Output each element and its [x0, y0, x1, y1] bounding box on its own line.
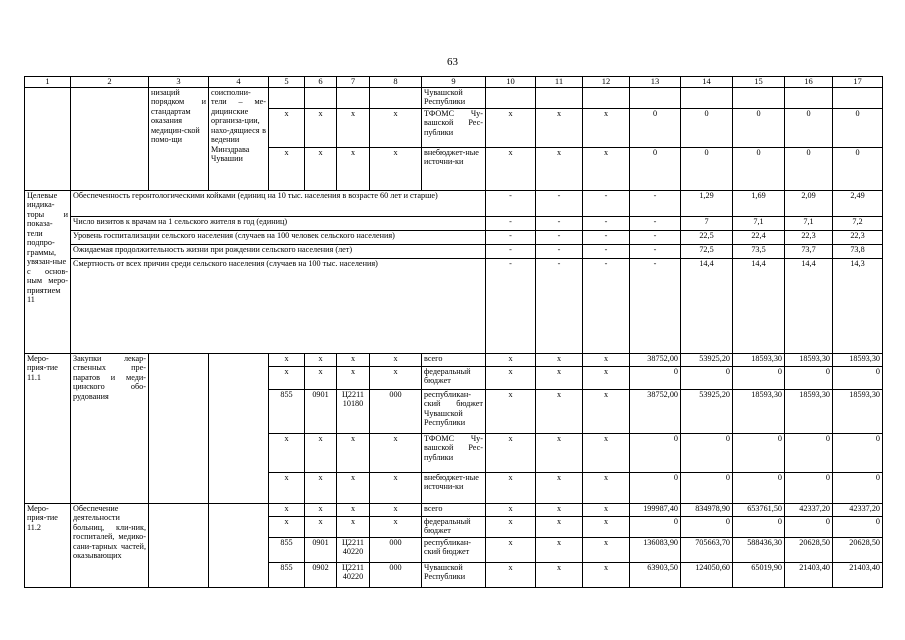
value-cell: 38752,00 [630, 389, 681, 433]
indicator-value: 22,4 [733, 230, 785, 244]
value-cell: 136083,90 [630, 537, 681, 562]
value-cell: 0 [785, 516, 833, 537]
value-cell [681, 87, 733, 108]
indicator-row [25, 244, 883, 258]
code-cell: 000 [370, 389, 422, 433]
source-cell: ТФОМС Чу-вашской Рес-публики [422, 108, 486, 147]
code-cell: Ц2211 40220 [337, 537, 370, 562]
empty-cell [209, 503, 269, 587]
value-cell: 53925,20 [681, 389, 733, 433]
code-cell: x [305, 147, 337, 190]
indicator-value: 7,1 [785, 216, 833, 230]
value-cell: 0 [733, 433, 785, 472]
code-cell: x [305, 108, 337, 147]
indicator-value: 7 [681, 216, 733, 230]
value-cell: 18593,30 [733, 353, 785, 366]
value-cell: 63903,50 [630, 562, 681, 587]
column-header: 4 [209, 77, 269, 88]
column-header: 15 [733, 77, 785, 88]
indicator-value: - [536, 258, 583, 353]
value-cell: 0 [733, 472, 785, 503]
code-cell: x [370, 433, 422, 472]
code-cell: x [370, 516, 422, 537]
column-header: 5 [269, 77, 305, 88]
source-cell: всего [422, 353, 486, 366]
empty-cell [209, 353, 269, 503]
value-cell: 42337,20 [833, 503, 883, 516]
code-cell: x [337, 366, 370, 389]
indicator-value: 7,2 [833, 216, 883, 230]
code-cell: x [305, 433, 337, 472]
indicator-value: 22,3 [785, 230, 833, 244]
indicator-value: - [583, 230, 630, 244]
code-cell: x [370, 503, 422, 516]
indicator-value: 14,3 [833, 258, 883, 353]
indicator-value: - [486, 190, 536, 216]
value-cell: x [536, 562, 583, 587]
value-cell: 0 [630, 472, 681, 503]
value-cell: 0 [833, 108, 883, 147]
indicator-name: Уровень госпитализации сельского населения (случаев на 100 человек сельского населения) [71, 230, 486, 244]
indicator-value: - [630, 230, 681, 244]
value-cell: x [486, 147, 536, 190]
indicator-value: 2,49 [833, 190, 883, 216]
empty-cell [25, 87, 71, 190]
activity-description: Обеспечение деятельности больниц, кли-ник, госпиталей, медико-сани-тарных частей, оказывающих [71, 503, 149, 587]
code-cell: x [269, 147, 305, 190]
code-cell: x [269, 108, 305, 147]
value-cell: x [486, 503, 536, 516]
code-cell: 000 [370, 562, 422, 587]
value-cell: 0 [733, 516, 785, 537]
code-cell: x [269, 433, 305, 472]
value-cell: 0 [833, 516, 883, 537]
value-cell: 0 [833, 433, 883, 472]
value-cell: x [536, 472, 583, 503]
empty-cell [149, 503, 209, 587]
code-cell: x [337, 108, 370, 147]
value-cell: x [536, 503, 583, 516]
value-cell: x [486, 433, 536, 472]
source-cell: Чувашской Республики [422, 562, 486, 587]
value-cell: 38752,00 [630, 353, 681, 366]
code-cell [269, 87, 305, 108]
value-cell: x [486, 562, 536, 587]
code-cell: x [269, 503, 305, 516]
indicators-label: Целевые индика-торы и показа-тели подпро-граммы, увязан-ные с основ-ным меро-приятием 11 [25, 190, 71, 353]
value-cell: x [486, 353, 536, 366]
value-cell: 124050,60 [681, 562, 733, 587]
page-number: 63 [447, 56, 458, 68]
code-cell: x [269, 472, 305, 503]
indicator-name: Обеспеченность геронтологическими койками (единиц на 10 тыс. населения в возрасте 60 лет и старше) [71, 190, 486, 216]
value-cell: x [583, 389, 630, 433]
indicator-value: - [536, 244, 583, 258]
value-cell: 21403,40 [785, 562, 833, 587]
value-cell: x [486, 366, 536, 389]
indicator-value: 73,8 [833, 244, 883, 258]
indicator-value: 14,4 [733, 258, 785, 353]
column-header: 13 [630, 77, 681, 88]
code-cell: x [337, 433, 370, 472]
value-cell: x [486, 389, 536, 433]
value-cell: 0 [785, 147, 833, 190]
code-cell: 0901 [305, 389, 337, 433]
indicator-value: 72,5 [681, 244, 733, 258]
indicator-value: 14,4 [785, 258, 833, 353]
source-cell: ТФОМС Чу-вашской Рес-публики [422, 433, 486, 472]
value-cell: 0 [833, 147, 883, 190]
indicator-value: 14,4 [681, 258, 733, 353]
code-cell: x [370, 108, 422, 147]
value-cell: 0 [785, 366, 833, 389]
source-cell: федеральный бюджет [422, 516, 486, 537]
code-cell: x [305, 516, 337, 537]
table-row [25, 87, 883, 108]
value-cell: 20628,50 [785, 537, 833, 562]
value-cell: x [583, 147, 630, 190]
value-cell: 0 [681, 472, 733, 503]
code-cell: x [370, 472, 422, 503]
value-cell: 0 [733, 108, 785, 147]
code-cell: x [370, 366, 422, 389]
indicator-value: - [630, 244, 681, 258]
value-cell: x [536, 366, 583, 389]
value-cell: 653761,50 [733, 503, 785, 516]
value-cell: x [536, 147, 583, 190]
indicator-value: - [630, 258, 681, 353]
indicator-value: - [486, 216, 536, 230]
value-cell [785, 87, 833, 108]
value-cell: 0 [681, 516, 733, 537]
column-header: 7 [337, 77, 370, 88]
code-cell: x [337, 353, 370, 366]
value-cell: x [486, 516, 536, 537]
indicator-value: 73,7 [785, 244, 833, 258]
value-cell: 0 [630, 366, 681, 389]
indicator-name: Ожидаемая продолжительность жизни при рождении сельского населения (лет) [71, 244, 486, 258]
value-cell [733, 87, 785, 108]
empty-cell [71, 87, 149, 190]
column-header: 3 [149, 77, 209, 88]
indicator-row [25, 190, 883, 216]
indicator-name: Число визитов к врачам на 1 сельского жителя в год (единиц) [71, 216, 486, 230]
value-cell: x [486, 108, 536, 147]
value-cell: x [536, 353, 583, 366]
code-cell: x [370, 147, 422, 190]
value-cell [833, 87, 883, 108]
indicator-value: - [536, 216, 583, 230]
value-cell: 0 [733, 366, 785, 389]
indicator-value: - [583, 190, 630, 216]
source-cell: республикан-ский бюджет Чувашской Республики [422, 389, 486, 433]
value-cell: 0 [681, 433, 733, 472]
value-cell: x [583, 503, 630, 516]
indicator-value: - [486, 258, 536, 353]
value-cell [536, 87, 583, 108]
activity-row [25, 503, 883, 516]
code-cell: 0902 [305, 562, 337, 587]
value-cell [630, 87, 681, 108]
executor-cell: низаций порядком и стандартам оказания медицин-ской помо-щи [149, 87, 209, 190]
code-cell: Ц2211 40220 [337, 562, 370, 587]
value-cell [583, 87, 630, 108]
value-cell: x [583, 433, 630, 472]
code-cell: 000 [370, 537, 422, 562]
activity-label: Меро-прия-тие 11.2 [25, 503, 71, 587]
source-cell: республикан-ский бюджет [422, 537, 486, 562]
value-cell: 0 [785, 108, 833, 147]
code-cell: x [337, 516, 370, 537]
indicator-value: 1,69 [733, 190, 785, 216]
value-cell: x [583, 562, 630, 587]
value-cell: 0 [733, 147, 785, 190]
value-cell: x [536, 433, 583, 472]
indicator-value: - [536, 190, 583, 216]
value-cell: 18593,30 [833, 389, 883, 433]
indicator-row [25, 216, 883, 230]
code-cell: x [337, 472, 370, 503]
value-cell: x [583, 472, 630, 503]
code-cell: Ц2211 10180 [337, 389, 370, 433]
column-header: 16 [785, 77, 833, 88]
value-cell: 0 [833, 472, 883, 503]
column-header: 17 [833, 77, 883, 88]
code-cell [370, 87, 422, 108]
indicator-name: Смертность от всех причин среди сельского населения (случаев на 100 тыс. населения) [71, 258, 486, 353]
value-cell: 0 [833, 366, 883, 389]
code-cell: x [269, 366, 305, 389]
source-cell: внебюджет-ные источни-ки [422, 147, 486, 190]
source-cell: внебюджет-ные источни-ки [422, 472, 486, 503]
header-row [25, 77, 883, 88]
value-cell: x [583, 353, 630, 366]
value-cell: x [486, 472, 536, 503]
indicator-value: 2,09 [785, 190, 833, 216]
coexecutor-cell: соисполни-тели – ме-дицинские организа-ции, нахо-дящиеся в ведении Минздрава Чувашии [209, 87, 269, 190]
value-cell: x [536, 389, 583, 433]
code-cell [305, 87, 337, 108]
value-cell: 0 [681, 108, 733, 147]
code-cell: x [305, 503, 337, 516]
column-header: 14 [681, 77, 733, 88]
value-cell: 21403,40 [833, 562, 883, 587]
indicator-value: 73,5 [733, 244, 785, 258]
indicator-value: - [486, 230, 536, 244]
value-cell: 199987,40 [630, 503, 681, 516]
column-header: 9 [422, 77, 486, 88]
column-header: 1 [25, 77, 71, 88]
value-cell: x [536, 537, 583, 562]
value-cell: 834978,90 [681, 503, 733, 516]
indicator-value: - [486, 244, 536, 258]
code-cell: x [337, 503, 370, 516]
source-cell: всего [422, 503, 486, 516]
activity-description: Закупки лекар-ственных пре-паратов и меди-цинского обо-рудования [71, 353, 149, 503]
code-cell [337, 87, 370, 108]
indicator-value: - [583, 216, 630, 230]
code-cell: x [370, 353, 422, 366]
code-cell: 0901 [305, 537, 337, 562]
value-cell: 0 [630, 108, 681, 147]
value-cell: 18593,30 [785, 353, 833, 366]
activity-row [25, 353, 883, 366]
value-cell: 588436,30 [733, 537, 785, 562]
source-cell: федеральный бюджет [422, 366, 486, 389]
value-cell: 705663,70 [681, 537, 733, 562]
indicator-value: - [583, 244, 630, 258]
code-cell: x [269, 516, 305, 537]
indicator-value: 1,29 [681, 190, 733, 216]
indicator-row [25, 258, 883, 353]
column-header: 6 [305, 77, 337, 88]
value-cell: x [536, 516, 583, 537]
value-cell [486, 87, 536, 108]
value-cell: 18593,30 [733, 389, 785, 433]
value-cell: 0 [681, 147, 733, 190]
budget-table [24, 76, 883, 588]
value-cell: 0 [785, 472, 833, 503]
indicator-value: - [583, 258, 630, 353]
code-cell: 855 [269, 562, 305, 587]
indicator-value: - [536, 230, 583, 244]
value-cell: 20628,50 [833, 537, 883, 562]
value-cell: 65019,90 [733, 562, 785, 587]
value-cell: 0 [630, 516, 681, 537]
column-header: 8 [370, 77, 422, 88]
activity-label: Меро-прия-тие 11.1 [25, 353, 71, 503]
indicator-value: 7,1 [733, 216, 785, 230]
value-cell: x [583, 366, 630, 389]
value-cell: 0 [681, 366, 733, 389]
code-cell: x [305, 366, 337, 389]
code-cell: x [337, 147, 370, 190]
value-cell: x [583, 108, 630, 147]
column-header: 12 [583, 77, 630, 88]
source-cell: Чувашской Республики [422, 87, 486, 108]
value-cell: 0 [630, 433, 681, 472]
indicator-value: 22,3 [833, 230, 883, 244]
value-cell: 53925,20 [681, 353, 733, 366]
code-cell: 855 [269, 537, 305, 562]
value-cell: x [536, 108, 583, 147]
value-cell: 0 [785, 433, 833, 472]
indicator-value: - [630, 216, 681, 230]
indicator-value: 22,5 [681, 230, 733, 244]
code-cell: 855 [269, 389, 305, 433]
value-cell: x [486, 537, 536, 562]
value-cell: 42337,20 [785, 503, 833, 516]
value-cell: 0 [630, 147, 681, 190]
indicator-row [25, 230, 883, 244]
indicator-value: - [630, 190, 681, 216]
value-cell: 18593,30 [785, 389, 833, 433]
empty-cell [149, 353, 209, 503]
column-header: 11 [536, 77, 583, 88]
code-cell: x [305, 472, 337, 503]
value-cell: 18593,30 [833, 353, 883, 366]
value-cell: x [583, 537, 630, 562]
value-cell: x [583, 516, 630, 537]
column-header: 2 [71, 77, 149, 88]
column-header: 10 [486, 77, 536, 88]
code-cell: x [269, 353, 305, 366]
code-cell: x [305, 353, 337, 366]
